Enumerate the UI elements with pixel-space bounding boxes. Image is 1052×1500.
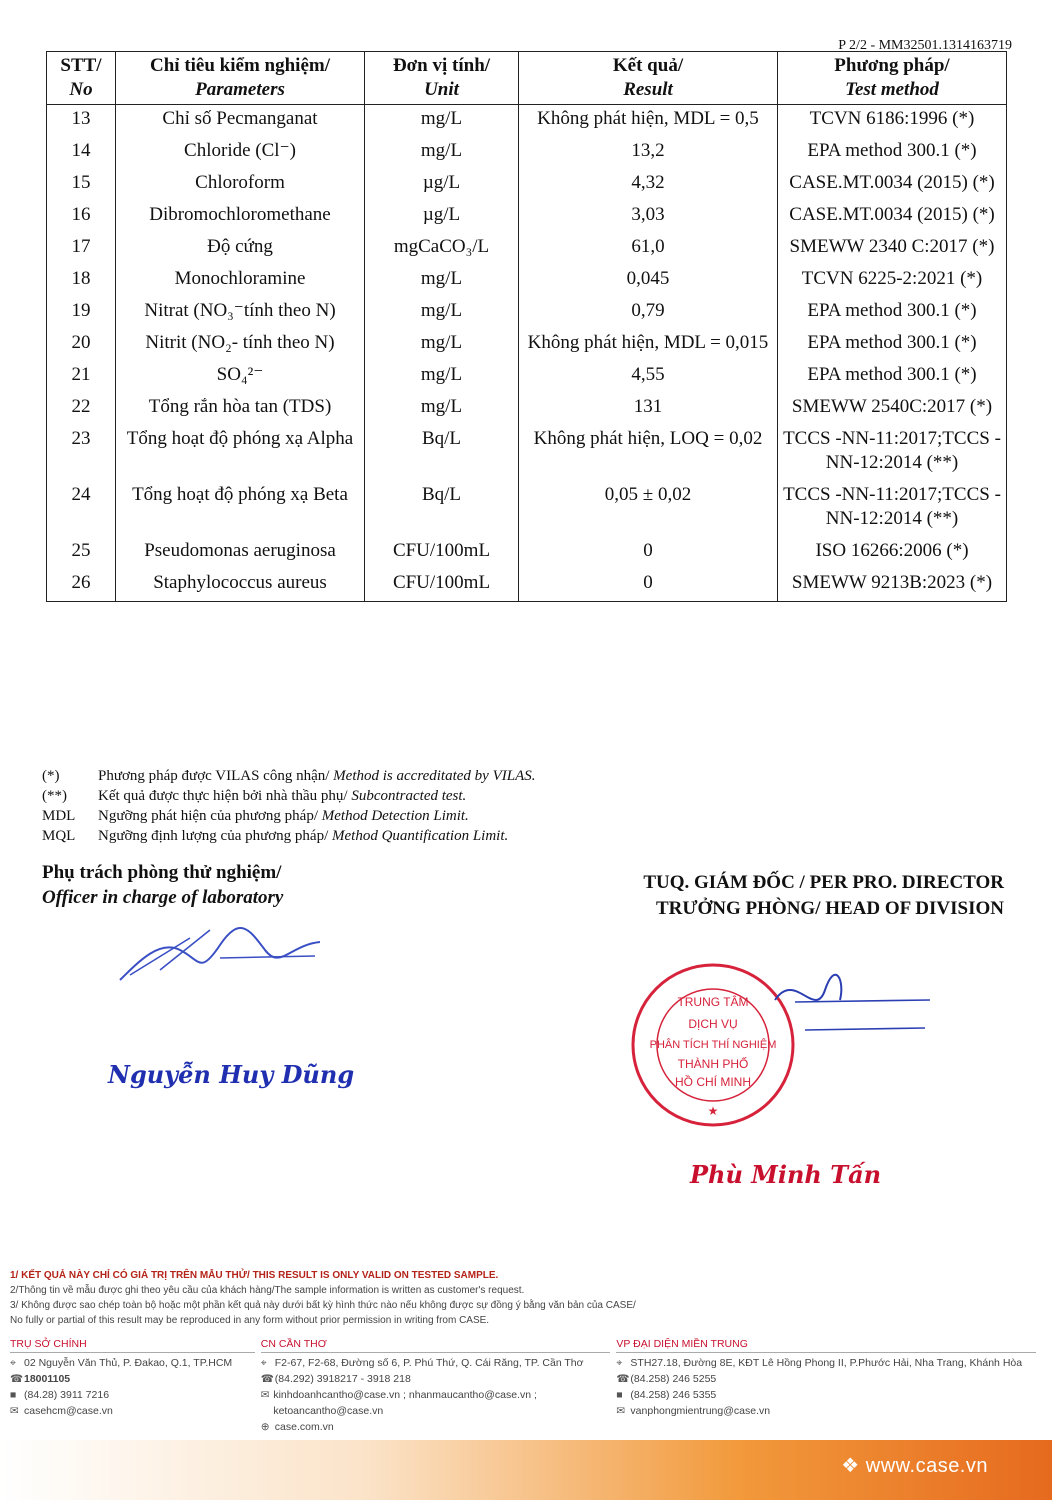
web-icon: ⊕: [260, 1421, 270, 1433]
office-central: [616, 1336, 1042, 1435]
footer-note-2: 2/Thông tin về mẫu được ghi theo yêu cầu của khách hàng/The sample information is written as customer's request.: [10, 1285, 525, 1296]
location-icon: ⌖: [10, 1357, 16, 1369]
cell-result: 3,03: [519, 201, 778, 233]
note-vi: Kết quả được thực hiện bởi nhà thầu phụ/: [98, 788, 348, 804]
cell-param: Tổng hoạt độ phóng xạ Alpha: [116, 425, 365, 481]
table-row: [47, 105, 1007, 138]
director-name: Phù Minh Tấn: [690, 1160, 882, 1189]
table-row: [47, 169, 1007, 201]
table-row: [47, 201, 1007, 233]
cell-method: TCVN 6186:1996 (*): [778, 105, 1007, 138]
cell-no: 13: [47, 105, 116, 138]
note-en: Method is accreditated by VILAS.: [333, 768, 536, 784]
table-row: [47, 265, 1007, 297]
fax-icon: ■: [10, 1389, 17, 1401]
office-fax: (84.28) 3911 7216: [24, 1389, 110, 1401]
cell-unit: mg/L: [365, 361, 519, 393]
cell-result: 0,05 ± 0,02: [519, 481, 778, 537]
cell-param: SO₄²⁻: [116, 361, 365, 393]
lab-officer-title-en: Officer in charge of laboratory: [42, 887, 284, 908]
cell-result: Không phát hiện, MDL = 0,015: [519, 329, 778, 361]
office-address: 02 Nguyễn Văn Thủ, P. Đakao, Q.1, TP.HCM: [24, 1357, 233, 1369]
director-title: [643, 870, 1004, 922]
cell-method: EPA method 300.1 (*): [778, 361, 1007, 393]
svg-text:TRUNG TÂM: TRUNG TÂM: [677, 995, 749, 1009]
cell-method: SMEWW 2540C:2017 (*): [778, 393, 1007, 425]
office-web: case.com.vn: [274, 1421, 334, 1433]
cell-method: CASE.MT.0034 (2015) (*): [778, 201, 1007, 233]
note-vi: Phương pháp được VILAS công nhận/: [98, 768, 330, 784]
table-row: [47, 233, 1007, 265]
office-cantho: [261, 1336, 617, 1435]
cell-unit: mg/L: [365, 137, 519, 169]
office-title: TRỤ SỞ CHÍNH: [10, 1336, 255, 1353]
office-phone: (84.292) 3918217 - 3918 218: [274, 1373, 411, 1385]
offices: [10, 1336, 1042, 1435]
footer-note-4: No fully or partial of this result may be reproduced in any form without prior permission in writing from CASE.: [10, 1315, 490, 1326]
email-icon: ✉: [616, 1405, 626, 1417]
note-row: [42, 806, 535, 826]
cell-param: Nitrit (NO₂- tính theo N): [116, 329, 365, 361]
note-en: Subcontracted test.: [351, 788, 467, 804]
director-title-line1: TUQ. GIÁM ĐỐC / PER PRO. DIRECTOR: [643, 872, 1004, 893]
table-row: [47, 361, 1007, 393]
cell-param: Tổng hoạt độ phóng xạ Beta: [116, 481, 365, 537]
cell-result: 4,55: [519, 361, 778, 393]
cell-param: Tổng rắn hòa tan (TDS): [116, 393, 365, 425]
website-link[interactable]: ❖ www.case.vn: [841, 1455, 988, 1477]
note-key: MDL: [42, 808, 76, 824]
office-phone: (84.258) 246 5255: [630, 1373, 717, 1385]
office-email: casehcm@case.vn: [24, 1405, 113, 1417]
header-result: Kết quả/ Result: [519, 52, 778, 105]
header-no: STT/ No: [47, 52, 116, 105]
cell-unit: Bq/L: [365, 425, 519, 481]
office-hq: [10, 1336, 261, 1435]
table-row: [47, 537, 1007, 569]
cell-result: Không phát hiện, MDL = 0,5: [519, 105, 778, 138]
note-vi: Ngưỡng phát hiện của phương pháp/: [98, 808, 318, 824]
note-row: [42, 786, 535, 806]
cell-method: TCVN 6225-2:2021 (*): [778, 265, 1007, 297]
cell-result: 0: [519, 569, 778, 602]
cell-result: 61,0: [519, 233, 778, 265]
cell-method: EPA method 300.1 (*): [778, 329, 1007, 361]
office-email: kinhdoanhcantho@case.vn ; nhanmaucantho@case.vn ; ketoancantho@case.vn: [273, 1389, 537, 1417]
cell-param: Nitrat (NO₃⁻tính theo N): [116, 297, 365, 329]
table-header-row: [47, 52, 1007, 105]
note-en: Method Detection Limit.: [321, 808, 469, 824]
cell-result: Không phát hiện, LOQ = 0,02: [519, 425, 778, 481]
cell-unit: mg/L: [365, 297, 519, 329]
cell-unit: mg/L: [365, 393, 519, 425]
phone-icon: ☎: [10, 1373, 24, 1385]
svg-text:HỒ CHÍ MINH: HỒ CHÍ MINH: [675, 1075, 751, 1089]
table-row: [47, 297, 1007, 329]
cell-no: 16: [47, 201, 116, 233]
table-row: [47, 425, 1007, 481]
svg-text:THÀNH PHỐ: THÀNH PHỐ: [677, 1057, 749, 1071]
location-icon: ⌖: [260, 1357, 267, 1369]
svg-text:★: ★: [707, 1104, 719, 1118]
table-row: [47, 329, 1007, 361]
lab-officer-name: Nguyễn Huy Dũng: [108, 1060, 355, 1089]
cell-param: Chloroform: [116, 169, 365, 201]
cell-param: Pseudomonas aeruginosa: [116, 537, 365, 569]
cell-no: 21: [47, 361, 116, 393]
note-row: [42, 766, 535, 786]
cell-unit: mg/L: [365, 105, 519, 138]
cell-no: 22: [47, 393, 116, 425]
cell-method: EPA method 300.1 (*): [778, 137, 1007, 169]
footer-notes: [10, 1268, 1042, 1328]
cell-param: Độ cứng: [116, 233, 365, 265]
cell-method: SMEWW 2340 C:2017 (*): [778, 233, 1007, 265]
office-title: CN CẦN THƠ: [261, 1336, 611, 1353]
cell-result: 13,2: [519, 137, 778, 169]
phone-icon: ☎: [260, 1373, 274, 1385]
note-row: [42, 826, 535, 846]
cell-method: SMEWW 9213B:2023 (*): [778, 569, 1007, 602]
page-footer: [10, 1268, 1042, 1435]
cell-no: 17: [47, 233, 116, 265]
cell-unit: mgCaCO₃/L: [365, 233, 519, 265]
header-method: Phương pháp/ Test method: [778, 52, 1007, 105]
office-address: STH27.18, Đường 8E, KĐT Lê Hồng Phong II, P.Phước Hải, Nha Trang, Khánh Hòa: [630, 1357, 1023, 1369]
cell-param: Staphylococcus aureus: [116, 569, 365, 602]
cell-no: 14: [47, 137, 116, 169]
office-fax: (84.258) 246 5355: [630, 1389, 717, 1401]
office-title: VP ĐẠI DIỆN MIỀN TRUNG: [616, 1336, 1036, 1353]
footer-note-1: 1/ KẾT QUẢ NÀY CHỈ CÓ GIÁ TRỊ TRÊN MẪU THỬ/ THIS RESULT IS ONLY VALID ON TESTED SAMPLE.: [10, 1270, 499, 1281]
cell-no: 23: [47, 425, 116, 481]
cell-param: Chloride (Cl⁻): [116, 137, 365, 169]
cell-unit: µg/L: [365, 201, 519, 233]
office-email: vanphongmientrung@case.vn: [630, 1405, 771, 1417]
cell-unit: mg/L: [365, 265, 519, 297]
cell-result: 0: [519, 537, 778, 569]
results-table: [46, 51, 1007, 602]
lab-officer-title: [42, 860, 283, 910]
cell-method: TCCS -NN-11:2017;TCCS -NN-12:2014 (**): [778, 425, 1007, 481]
note-key: (*): [42, 768, 60, 784]
director-title-line2: TRƯỞNG PHÒNG/ HEAD OF DIVISION: [655, 898, 1004, 919]
cell-unit: CFU/100mL: [365, 569, 519, 602]
cell-no: 26: [47, 569, 116, 602]
svg-text:DỊCH VỤ: DỊCH VỤ: [688, 1017, 738, 1031]
svg-text:PHÂN TÍCH THÍ NGHIỆM: PHÂN TÍCH THÍ NGHIỆM: [649, 1039, 777, 1051]
fax-icon: ■: [616, 1389, 623, 1401]
cell-unit: Bq/L: [365, 481, 519, 537]
header-unit: Đơn vị tính/ Unit: [365, 52, 519, 105]
table-row: [47, 569, 1007, 602]
left-signature: [100, 920, 330, 990]
cell-unit: mg/L: [365, 329, 519, 361]
note-en: Method Quantification Limit.: [332, 828, 509, 844]
email-icon: ✉: [260, 1389, 270, 1401]
cell-no: 15: [47, 169, 116, 201]
note-vi: Ngưỡng định lượng của phương pháp/: [98, 828, 329, 844]
cell-param: Chỉ số Pecmanganat: [116, 105, 365, 138]
cell-result: 4,32: [519, 169, 778, 201]
note-key: MQL: [42, 828, 76, 844]
email-icon: ✉: [10, 1405, 19, 1417]
cell-unit: µg/L: [365, 169, 519, 201]
official-stamp: [625, 960, 945, 1130]
page-reference: P 2/2 - MM32501.1314163719: [838, 38, 1012, 53]
cell-method: TCCS -NN-11:2017;TCCS -NN-12:2014 (**): [778, 481, 1007, 537]
header-parameters: Chỉ tiêu kiểm nghiệm/ Parameters: [116, 52, 365, 105]
note-key: (**): [42, 788, 67, 804]
office-address: F2-67, F2-68, Đường số 6, P. Phú Thứ, Q. Cái Răng, TP. Cần Thơ: [274, 1357, 584, 1369]
website-text[interactable]: www.case.vn: [865, 1455, 988, 1477]
lab-officer-title-vi: Phụ trách phòng thử nghiệm/: [42, 862, 282, 883]
table-row: [47, 481, 1007, 537]
cell-method: ISO 16266:2006 (*): [778, 537, 1007, 569]
table-row: [47, 393, 1007, 425]
cell-method: EPA method 300.1 (*): [778, 297, 1007, 329]
cell-result: 0,79: [519, 297, 778, 329]
footnotes: [42, 766, 535, 846]
cell-method: CASE.MT.0034 (2015) (*): [778, 169, 1007, 201]
cell-result: 0,045: [519, 265, 778, 297]
cell-unit: CFU/100mL: [365, 537, 519, 569]
cell-param: Monochloramine: [116, 265, 365, 297]
cell-param: Dibromochloromethane: [116, 201, 365, 233]
phone-icon: ☎: [616, 1373, 630, 1385]
location-icon: ⌖: [616, 1357, 623, 1369]
cell-no: 20: [47, 329, 116, 361]
table-row: [47, 137, 1007, 169]
footer-note-3: 3/ Không được sao chép toàn bộ hoặc một phần kết quả này dưới bất kỳ hình thức nào nếu không được sự đồng ý bằng văn bản của CASE/: [10, 1300, 636, 1311]
cell-no: 18: [47, 265, 116, 297]
office-hotline: 18001105: [24, 1373, 71, 1385]
cell-no: 19: [47, 297, 116, 329]
cell-result: 131: [519, 393, 778, 425]
cell-no: 24: [47, 481, 116, 537]
cell-no: 25: [47, 537, 116, 569]
